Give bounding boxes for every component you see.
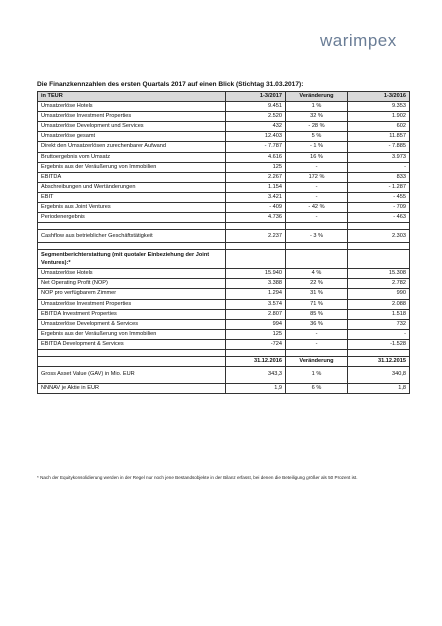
row-change: 1 % bbox=[286, 102, 348, 112]
table-row bbox=[38, 299, 410, 309]
row-value-2016: 1.518 bbox=[348, 309, 410, 319]
row-value-2016: 990 bbox=[348, 289, 410, 299]
row-change: 6 % bbox=[286, 384, 348, 394]
row-label: Umsatzerlöse Hotels bbox=[38, 102, 226, 112]
row-value-2017: -724 bbox=[226, 339, 286, 349]
row-value-2016: 15.308 bbox=[348, 269, 410, 279]
row-label: Umsatzerlöse gesamt bbox=[38, 132, 226, 142]
table-row bbox=[38, 142, 410, 152]
table-row bbox=[38, 112, 410, 122]
row-value-2017: 2.520 bbox=[226, 112, 286, 122]
header-cell bbox=[38, 356, 226, 366]
row-value-2017: 9.451 bbox=[226, 102, 286, 112]
table-row bbox=[38, 309, 410, 319]
cashflow-row bbox=[38, 230, 410, 243]
row-value-2016: 343,3 bbox=[226, 367, 286, 384]
row-label: Gross Asset Value (GAV) in Mio. EUR bbox=[38, 367, 226, 384]
row-value-2016: 1.902 bbox=[348, 112, 410, 122]
row-value-2016: - bbox=[348, 329, 410, 339]
row-label: EBITDA Development & Services bbox=[38, 339, 226, 349]
table-row bbox=[38, 182, 410, 192]
row-value-2017: 2.807 bbox=[226, 309, 286, 319]
row-change: 85 % bbox=[286, 309, 348, 319]
row-change: - 3 % bbox=[286, 230, 348, 243]
row-change: - 1 % bbox=[286, 142, 348, 152]
spacer-row bbox=[38, 243, 410, 250]
spacer-row bbox=[38, 349, 410, 356]
row-value-2017: 1.154 bbox=[226, 182, 286, 192]
row-change: - 28 % bbox=[286, 122, 348, 132]
segment-title: Segmentberichterstattung (mit quotaler Einbeziehung der Joint Ventures):* bbox=[38, 250, 226, 269]
header-cell: 31.12.2016 bbox=[226, 356, 286, 366]
gav-row bbox=[38, 367, 410, 384]
row-change: 16 % bbox=[286, 152, 348, 162]
row-label: Umsatzerlöse Hotels bbox=[38, 269, 226, 279]
table-row bbox=[38, 192, 410, 202]
row-label: EBIT bbox=[38, 192, 226, 202]
row-value-2017: 3.388 bbox=[226, 279, 286, 289]
row-value-2016: 2.782 bbox=[348, 279, 410, 289]
row-value-2017: 125 bbox=[226, 162, 286, 172]
table-row bbox=[38, 102, 410, 112]
row-change: 172 % bbox=[286, 172, 348, 182]
row-value-2015: 340,8 bbox=[348, 367, 410, 384]
table-row bbox=[38, 279, 410, 289]
table-header-row bbox=[38, 92, 410, 102]
header-cell: Veränderung bbox=[286, 356, 348, 366]
row-label: Net Operating Profit (NOP) bbox=[38, 279, 226, 289]
row-value-2016: 3.973 bbox=[348, 152, 410, 162]
table-row bbox=[38, 122, 410, 132]
footnote: * Nach der Equitykonsolidierung werden in der Regel nur noch jene Bestandsobjekte in der Bilanz erfasst, bei denen die Beteiligung größer als 50 Prozent ist. bbox=[37, 475, 358, 480]
table-row bbox=[38, 132, 410, 142]
table-row bbox=[38, 289, 410, 299]
row-change: - 42 % bbox=[286, 203, 348, 213]
row-value-2016: - 463 bbox=[348, 213, 410, 223]
row-change: 32 % bbox=[286, 112, 348, 122]
row-label: Abschreibungen und Wertänderungen bbox=[38, 182, 226, 192]
row-value-2016: 2.303 bbox=[348, 230, 410, 243]
row-value-2016: 11.857 bbox=[348, 132, 410, 142]
row-change: 31 % bbox=[286, 289, 348, 299]
row-label: Umsatzerlöse Development & Services bbox=[38, 319, 226, 329]
row-value-2017: 4.616 bbox=[226, 152, 286, 162]
page-title: Die Finanzkennzahlen des ersten Quartals 2017 auf einen Blick (Stichtag 31.03.2017): bbox=[37, 81, 304, 88]
row-change: - bbox=[286, 213, 348, 223]
row-value-2015: 1,8 bbox=[348, 384, 410, 394]
header-cell: 1-3/2016 bbox=[348, 92, 410, 102]
row-change: - bbox=[286, 192, 348, 202]
row-value-2017: 1.294 bbox=[226, 289, 286, 299]
table-row bbox=[38, 269, 410, 279]
table-row bbox=[38, 339, 410, 349]
row-value-2017: 3.421 bbox=[226, 192, 286, 202]
row-label: EBITDA bbox=[38, 172, 226, 182]
row-change: 4 % bbox=[286, 269, 348, 279]
table-row bbox=[38, 162, 410, 172]
row-change: - bbox=[286, 182, 348, 192]
row-value-2016: - 455 bbox=[348, 192, 410, 202]
row-change: 5 % bbox=[286, 132, 348, 142]
table-row bbox=[38, 319, 410, 329]
header-cell: in TEUR bbox=[38, 92, 226, 102]
row-label: NNNAV je Aktie in EUR bbox=[38, 384, 226, 394]
row-change: - bbox=[286, 329, 348, 339]
row-change: 36 % bbox=[286, 319, 348, 329]
row-value-2016: -1.528 bbox=[348, 339, 410, 349]
row-value-2017: 2.267 bbox=[226, 172, 286, 182]
row-value-2017: 12.403 bbox=[226, 132, 286, 142]
row-label: Bruttoergebnis vom Umsatz bbox=[38, 152, 226, 162]
row-value-2016: 9.353 bbox=[348, 102, 410, 112]
warimpex-logo: warimpex bbox=[320, 31, 397, 50]
row-label: Umsatzerlöse Development und Services bbox=[38, 122, 226, 132]
row-value-2016: 2.088 bbox=[348, 299, 410, 309]
row-label: Ergebnis aus der Veräußerung von Immobilien bbox=[38, 329, 226, 339]
header-cell: 31.12.2015 bbox=[348, 356, 410, 366]
table-row bbox=[38, 329, 410, 339]
row-value-2017: - 7.787 bbox=[226, 142, 286, 152]
header-cell: Veränderung bbox=[286, 92, 348, 102]
spacer-row bbox=[38, 223, 410, 230]
row-value-2017: 994 bbox=[226, 319, 286, 329]
row-change: - bbox=[286, 162, 348, 172]
row-label: EBITDA Investment Properties bbox=[38, 309, 226, 319]
row-label: Direkt den Umsatzerlösen zurechenbarer Aufwand bbox=[38, 142, 226, 152]
row-value-2016: - 7.885 bbox=[348, 142, 410, 152]
row-value-2016: - bbox=[348, 162, 410, 172]
financial-table bbox=[37, 91, 410, 394]
table-row bbox=[38, 213, 410, 223]
row-value-2016: 732 bbox=[348, 319, 410, 329]
row-label: Periodenergebnis bbox=[38, 213, 226, 223]
row-value-2016: - 709 bbox=[348, 203, 410, 213]
row-label: Umsatzerlöse Investment Properties bbox=[38, 112, 226, 122]
row-value-2017: - 409 bbox=[226, 203, 286, 213]
table-row bbox=[38, 203, 410, 213]
row-value-2016: 602 bbox=[348, 122, 410, 132]
row-value-2017: 4.736 bbox=[226, 213, 286, 223]
row-value-2017: 125 bbox=[226, 329, 286, 339]
row-change: - bbox=[286, 339, 348, 349]
nnnav-row bbox=[38, 384, 410, 394]
row-value-2016: 1,9 bbox=[226, 384, 286, 394]
row-label: Umsatzerlöse Investment Properties bbox=[38, 299, 226, 309]
table-row bbox=[38, 152, 410, 162]
row-value-2017: 3.574 bbox=[226, 299, 286, 309]
row-change: 1 % bbox=[286, 367, 348, 384]
row-value-2017: 2.237 bbox=[226, 230, 286, 243]
row-label: Cashflow aus betrieblicher Geschäftstätigkeit bbox=[38, 230, 226, 243]
row-label: Ergebnis aus der Veräußerung von Immobilien bbox=[38, 162, 226, 172]
header-cell: 1-3/2017 bbox=[226, 92, 286, 102]
segment-title-row bbox=[38, 250, 410, 269]
balance-header-row bbox=[38, 356, 410, 366]
table-row bbox=[38, 172, 410, 182]
row-label: Ergebnis aus Joint Ventures bbox=[38, 203, 226, 213]
row-change: 22 % bbox=[286, 279, 348, 289]
row-value-2017: 15.940 bbox=[226, 269, 286, 279]
row-label: NOP pro verfügbarem Zimmer bbox=[38, 289, 226, 299]
row-value-2017: 432 bbox=[226, 122, 286, 132]
row-value-2016: 833 bbox=[348, 172, 410, 182]
row-change: 71 % bbox=[286, 299, 348, 309]
row-value-2016: - 1.287 bbox=[348, 182, 410, 192]
